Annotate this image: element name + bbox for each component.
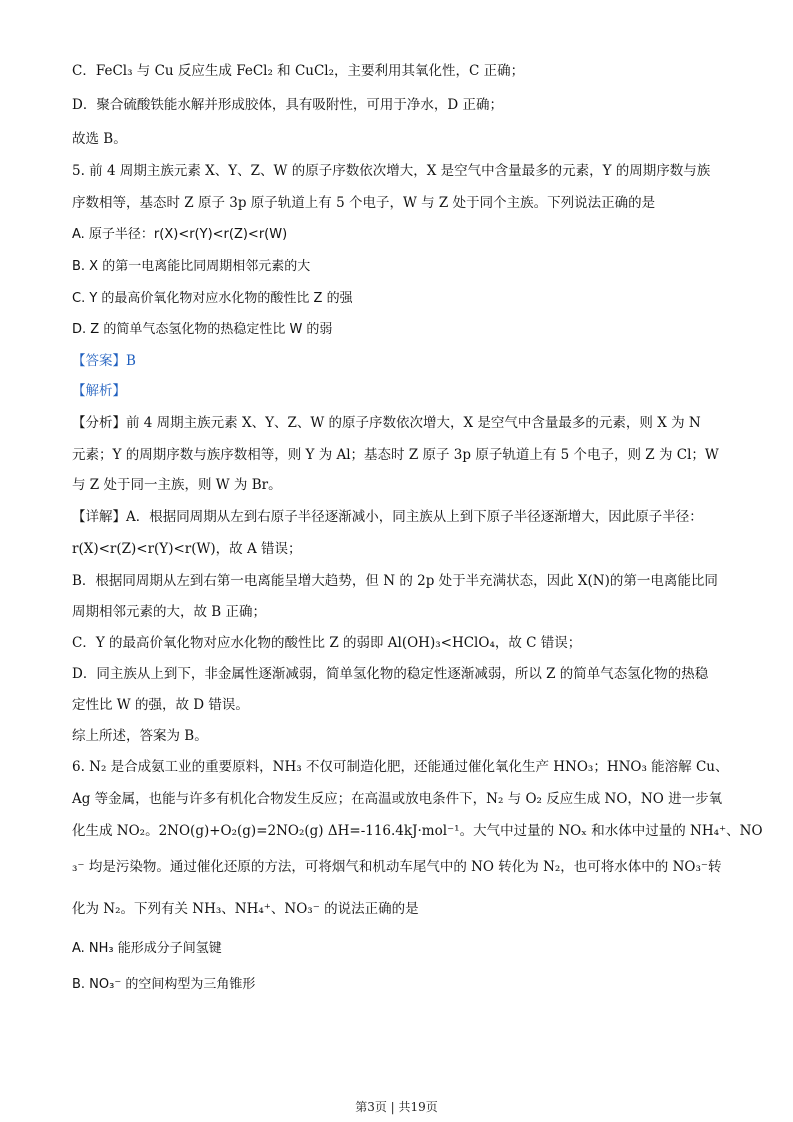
text-line: 故选 B。	[72, 131, 127, 147]
option-a: A. NH₃ 能形成分子间氢键	[72, 941, 222, 956]
question-5-stem: 5. 前 4 周期主族元素 X、Y、Z、W 的原子序数依次增大，X 是空气中含量最多的元素，Y 的周期序数与族	[72, 163, 711, 179]
question-6-stem: Ag 等金属，也能与许多有机化合物发生反应；在高温或放电条件下，N₂ 与 O₂ 反应生成 NO，NO 进一步氧	[72, 791, 723, 807]
analysis-text: 元素；Y 的周期序数与族序数相等，则 Y 为 Al；基态时 Z 原子 3p 原子轨道上有 5 个电子，则 Z 为 Cl；W	[72, 447, 719, 463]
detail-text: 周期相邻元素的大，故 B 正确；	[72, 604, 267, 620]
detail-text: r(X)<r(Z)<r(Y)<r(W)，故 A 错误；	[72, 541, 302, 557]
page-footer: 第3页 | 共19页	[355, 1100, 438, 1114]
analysis-label: 【解析】	[72, 383, 126, 399]
detail-text: 【详解】A．根据同周期从左到右原子半径逐渐减小，同主族从上到下原子半径逐渐增大，因此原子半径：	[72, 509, 703, 525]
option-b: B. NO₃⁻ 的空间构型为三角锥形	[72, 977, 256, 992]
text-line: D．聚合硫酸铁能水解并形成胶体，具有吸附性，可用于净水，D 正确；	[72, 97, 503, 113]
analysis-text: 【分析】前 4 周期主族元素 X、Y、Z、W 的原子序数依次增大，X 是空气中含量最多的元素，则 X 为 N	[72, 415, 701, 431]
option-d: D. Z 的简单气态氢化物的热稳定性比 W 的弱	[72, 322, 333, 337]
question-6-stem: 化为 N₂。下列有关 NH₃、NH₄⁺、NO₃⁻ 的说法正确的是	[72, 901, 419, 917]
analysis-text: 与 Z 处于同一主族，则 W 为 Br。	[72, 477, 282, 493]
question-6-stem: ₃⁻ 均是污染物。通过催化还原的方法，可将烟气和机动车尾气中的 NO 转化为 N₂，也可将水体中的 NO₃⁻转	[72, 859, 722, 875]
text-line: C．FeCl₃ 与 Cu 反应生成 FeCl₂ 和 CuCl₂，主要利用其氧化性，C 正确；	[72, 63, 525, 79]
question-5-stem: 序数相等，基态时 Z 原子 3p 原子轨道上有 5 个电子，W 与 Z 处于同个主族。下列说法正确的是	[72, 195, 656, 211]
detail-text: 定性比 W 的强，故 D 错误。	[72, 697, 249, 713]
detail-text: D．同主族从上到下，非金属性逐渐减弱，简单氢化物的稳定性逐渐减弱，所以 Z 的简单气态氢化物的热稳	[72, 666, 709, 682]
question-6-stem: 化生成 NO₂。2NO(g)+O₂(g)=2NO₂(g) ΔH=-116.4kJ·mol⁻¹。大气中过量的 NOₓ 和水体中过量的 NH₄⁺、NO	[72, 823, 763, 839]
summary-text: 综上所述，答案为 B。	[72, 728, 208, 744]
detail-text: B．根据同周期从左到右第一电离能呈增大趋势，但 N 的 2p 处于半充满状态，因此 X(N)的第一电离能比同	[72, 573, 718, 589]
option-c: C. Y 的最高价氧化物对应水化物的酸性比 Z 的强	[72, 291, 353, 306]
option-b: B. X 的第一电离能比同周期相邻元素的大	[72, 259, 311, 274]
question-6-stem: 6. N₂ 是合成氨工业的重要原料，NH₃ 不仅可制造化肥，还能通过催化氧化生产 HNO₃；HNO₃ 能溶解 Cu、	[72, 759, 729, 775]
answer-label: 【答案】B	[72, 353, 136, 369]
option-a: A. 原子半径：r(X)<r(Y)<r(Z)<r(W)	[72, 227, 288, 242]
detail-text: C．Y 的最高价氧化物对应水化物的酸性比 Z 的弱即 Al(OH)₃<HClO₄，故 C 错误；	[72, 635, 582, 651]
